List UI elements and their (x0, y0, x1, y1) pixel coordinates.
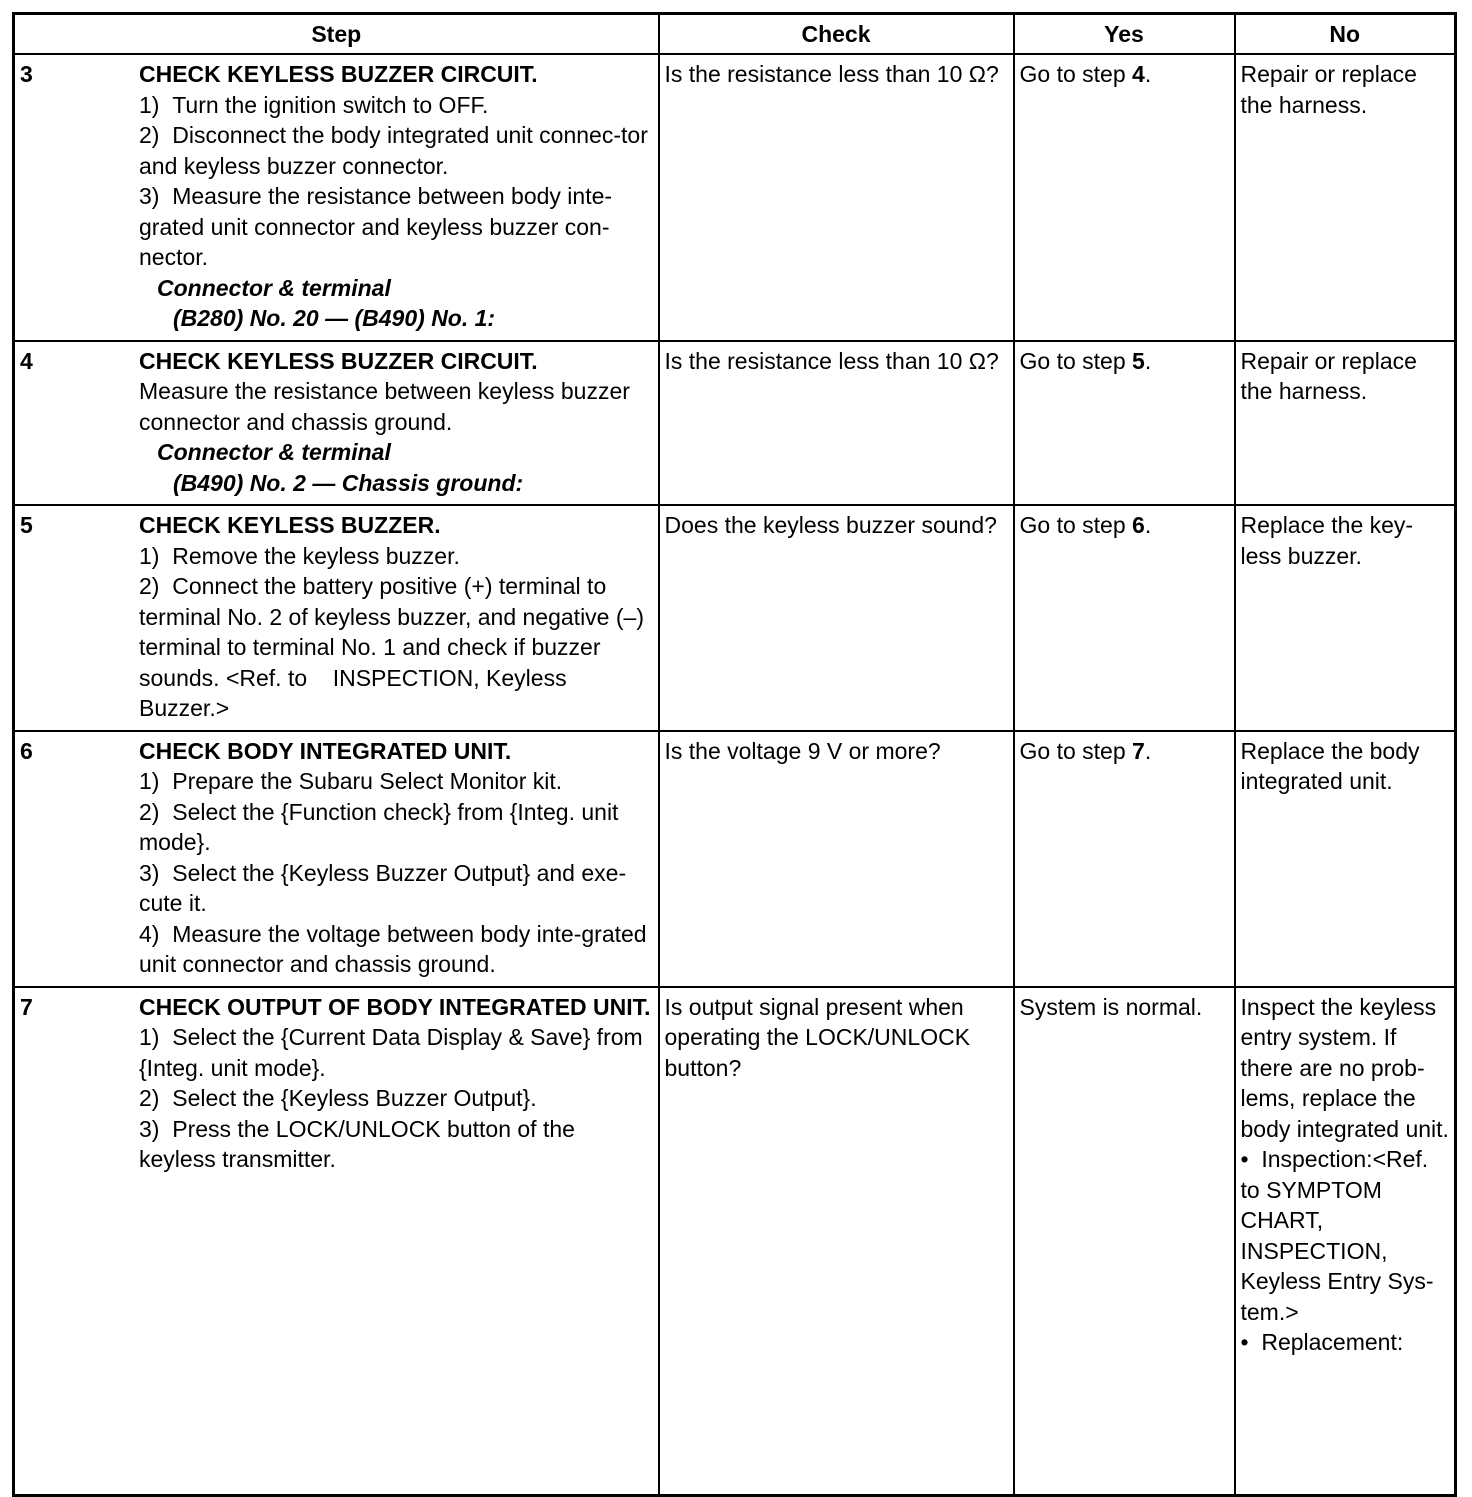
yes-prefix: Go to step (1019, 512, 1133, 538)
yes-step-link: 6 (1132, 512, 1145, 538)
step-instruction: 2) Select the {Keyless Buzzer Output}. (139, 1085, 537, 1111)
yes-prefix: Go to step (1019, 347, 1133, 374)
check-cell: Is the voltage 9 V or more? (659, 731, 1014, 987)
yes-suffix: . (1144, 512, 1152, 538)
table-row (14, 341, 1456, 506)
connector-value: (B280) No. 20 — (B490) No. 1: (173, 305, 496, 331)
step-title: CHECK KEYLESS BUZZER CIRCUIT. (139, 347, 538, 374)
yes-step-link: 4 (1132, 61, 1145, 87)
step-number: 4 (20, 347, 33, 374)
step-instruction: 1) Remove the keyless buzzer. (139, 542, 460, 569)
yes-cell: System is normal. (1014, 987, 1235, 1496)
step-instruction: 3) Measure the resistance between body inte-grated unit connector and keyless buzzer con-nector. (139, 183, 613, 270)
yes-prefix: Go to step (1019, 61, 1133, 87)
check-cell: Is the resistance less than 10 Ω? (659, 341, 1014, 506)
step-instruction: 2) Select the {Function check} from {Integ. unit mode}. (139, 798, 619, 855)
step-title: CHECK BODY INTEGRATED UNIT. (139, 737, 512, 764)
header-check: Check (659, 14, 1014, 55)
step-instruction: 1) Prepare the Subaru Select Monitor kit. (139, 768, 563, 794)
no-cell: Repair or replace the harness. (1235, 54, 1456, 341)
connector-value: (B490) No. 2 — Chassis ground: (173, 469, 524, 496)
step-number: 3 (20, 61, 33, 87)
step-cell (14, 731, 659, 987)
yes-cell (1014, 731, 1235, 987)
connector-label: Connector & terminal (157, 274, 391, 301)
step-instruction: 4) Measure the voltage between body inte-grated unit connector and chassis ground. (139, 920, 647, 977)
no-bullet-inspection: • Inspection:<Ref. to SYMPTOM CHART, INSPECTION, Keyless Entry Sys-tem.> (1240, 1146, 1434, 1325)
yes-prefix: Go to step (1019, 737, 1133, 764)
step-instruction: 3) Press the LOCK/UNLOCK button of the keyless transmitter. (139, 1115, 575, 1172)
check-cell: Is output signal present when operating the LOCK/UNLOCK button? (659, 987, 1014, 1496)
diagnostic-table (12, 12, 1457, 1497)
step-cell (14, 987, 659, 1496)
table-row (14, 987, 1456, 1496)
step-title: CHECK OUTPUT OF BODY INTEGRATED UNIT. (139, 993, 651, 1020)
check-cell: Is the resistance less than 10 Ω? (659, 54, 1014, 341)
yes-cell (1014, 54, 1235, 341)
step-number: 5 (20, 512, 33, 538)
step-instruction: 1) Select the {Current Data Display & Save} from {Integ. unit mode}. (139, 1024, 643, 1081)
no-cell (1235, 987, 1456, 1496)
yes-step-link: 5 (1132, 347, 1145, 374)
no-bullet-replacement: • Replacement: (1240, 1329, 1404, 1355)
yes-cell (1014, 505, 1235, 731)
yes-suffix: . (1144, 61, 1152, 87)
yes-suffix: . (1144, 347, 1152, 374)
no-cell: Replace the key-less buzzer. (1235, 505, 1456, 731)
yes-suffix: . (1144, 737, 1152, 764)
step-instruction: 2) Connect the battery positive (+) terminal to terminal No. 2 of keyless buzzer, and negative (–) terminal to terminal No. 1 and check if buzzer sounds. <Ref. to INSPECTION, Keyless Buzzer.> (139, 573, 644, 721)
step-instruction: 2) Disconnect the body integrated unit connec-tor and keyless buzzer connector. (139, 122, 648, 179)
step-title: CHECK KEYLESS BUZZER CIRCUIT. (139, 61, 538, 87)
header-no: No (1235, 14, 1456, 55)
no-text: Inspect the keyless entry system. If there are no prob-lems, replace the body integrated unit. (1240, 993, 1449, 1142)
table-row (14, 505, 1456, 731)
step-instruction: 1) Turn the ignition switch to OFF. (139, 91, 489, 118)
yes-step-link: 7 (1132, 737, 1145, 764)
step-number: 6 (20, 737, 33, 764)
step-cell (14, 54, 659, 341)
yes-cell (1014, 341, 1235, 506)
no-cell: Repair or replace the harness. (1235, 341, 1456, 506)
step-title: CHECK KEYLESS BUZZER. (139, 512, 441, 538)
table-row (14, 54, 1456, 341)
step-cell (14, 341, 659, 506)
header-yes: Yes (1014, 14, 1235, 55)
header-row (14, 14, 1456, 55)
step-cell (14, 505, 659, 731)
no-cell: Replace the body integrated unit. (1235, 731, 1456, 987)
step-instruction: 3) Select the {Keyless Buzzer Output} and exe-cute it. (139, 859, 627, 916)
header-step: Step (14, 14, 659, 55)
connector-label: Connector & terminal (157, 439, 391, 465)
step-number: 7 (20, 993, 33, 1020)
step-instruction: Measure the resistance between keyless buzzer connector and chassis ground. (139, 378, 630, 435)
check-cell: Does the keyless buzzer sound? (659, 505, 1014, 731)
table-row (14, 731, 1456, 987)
